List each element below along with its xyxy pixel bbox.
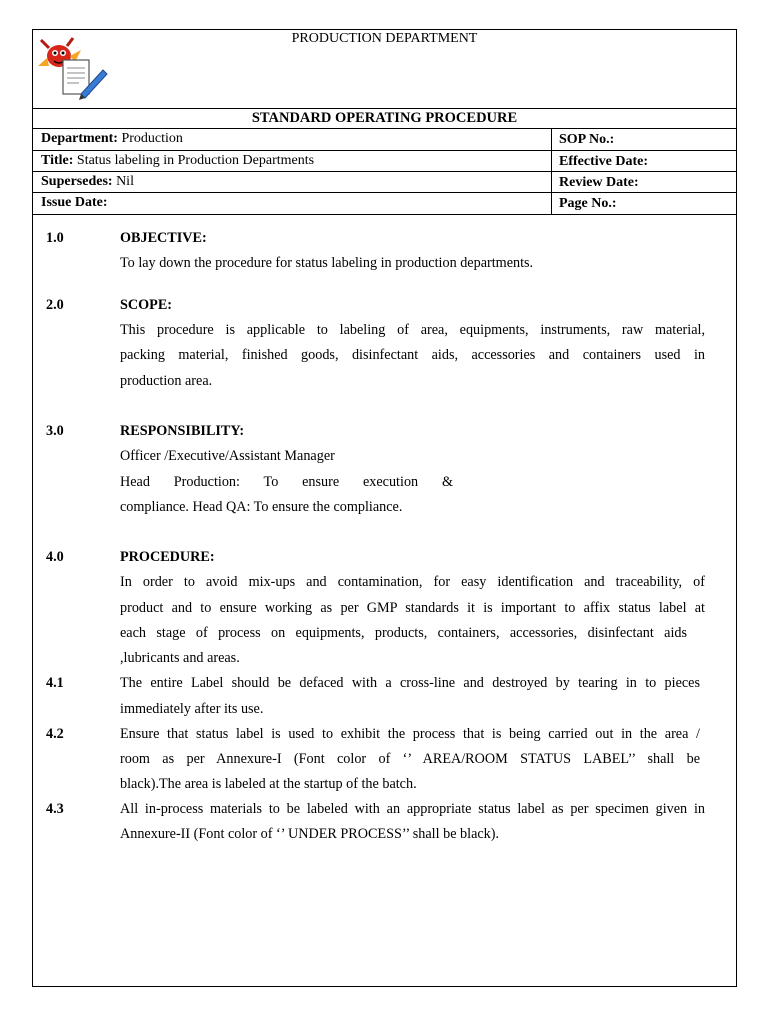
procedure-text-line: ,lubricants and areas. [120, 650, 240, 666]
procedure-text-line: product and to ensure working as per GMP standards it is important to affix status label at [120, 600, 705, 616]
section-number: 1.0 [46, 230, 64, 246]
section-heading-scope: SCOPE: [120, 297, 173, 313]
procedure-step-text: black).The area is labeled at the startup of the batch. [120, 776, 417, 792]
effective-date-label: Effective Date: [559, 154, 649, 169]
review-date-label: Review Date: [559, 175, 639, 190]
section-number: 4.0 [46, 549, 64, 565]
section-heading-objective: OBJECTIVE: [120, 230, 207, 246]
issue-date-cell: Issue Date: [41, 195, 108, 210]
scope-text-line: packing material, finished goods, disinfectant aids, accessories and containers used in [120, 347, 705, 363]
header-row-supersedes [33, 172, 736, 193]
procedure-step-text: room as per Annexure-I (Font color of ‘’ AREA/ROOM STATUS LABEL’’ shall be [120, 751, 700, 767]
section-number: 3.0 [46, 423, 64, 439]
procedure-text-line: each stage of process on equipments, products, containers, accessories, disinfectant aids [120, 625, 687, 641]
scope-text-line: production area. [120, 373, 213, 389]
logo-icon [37, 36, 109, 102]
procedure-step-text: All in-process materials to be labeled with an appropriate status label as per specimen given in [120, 801, 705, 817]
procedure-step-text: The entire Label should be defaced with a cross-line and destroyed by tearing in to pieces [120, 675, 700, 691]
responsibility-text-line: Officer /Executive/Assistant Manager [120, 448, 335, 464]
section-heading-responsibility: RESPONSIBILITY: [120, 423, 245, 439]
supersedes-cell: Supersedes: Nil [41, 174, 134, 189]
department-cell: Department: Production [41, 131, 183, 146]
department-title: PRODUCTION DEPARTMENT [291, 31, 478, 46]
section-number: 4.3 [46, 801, 64, 817]
section-number: 4.1 [46, 675, 64, 691]
title-cell: Title: Status labeling in Production Departments [41, 153, 315, 168]
procedure-step-text: Ensure that status label is used to exhibit the process that is being carried out in the area / [120, 726, 700, 742]
header-top [33, 30, 736, 109]
responsibility-text-line: compliance. Head QA: To ensure the compliance. [120, 499, 403, 515]
objective-text: To lay down the procedure for status labeling in production departments. [120, 255, 534, 271]
sop-no-label: SOP No.: [559, 132, 615, 147]
header-row-department [33, 129, 736, 151]
procedure-step-text: Annexure-II (Font color of ‘’ UNDER PROCESS’’ shall be black). [120, 826, 500, 842]
sop-title: STANDARD OPERATING PROCEDURE [33, 108, 736, 129]
header-row-issue-date [33, 193, 736, 215]
section-heading-procedure: PROCEDURE: [120, 549, 215, 565]
section-number: 2.0 [46, 297, 64, 313]
scope-text-line: This procedure is applicable to labeling of area, equipments, instruments, raw material, [120, 322, 705, 338]
procedure-step-text: immediately after its use. [120, 701, 264, 717]
header-row-title [33, 151, 736, 172]
procedure-text-line: In order to avoid mix-ups and contamination, for easy identification and traceability, of [120, 574, 705, 590]
responsibility-text-line: Head Production: To ensure execution & [120, 474, 453, 490]
section-number: 4.2 [46, 726, 64, 742]
page-no-label: Page No.: [559, 196, 617, 211]
